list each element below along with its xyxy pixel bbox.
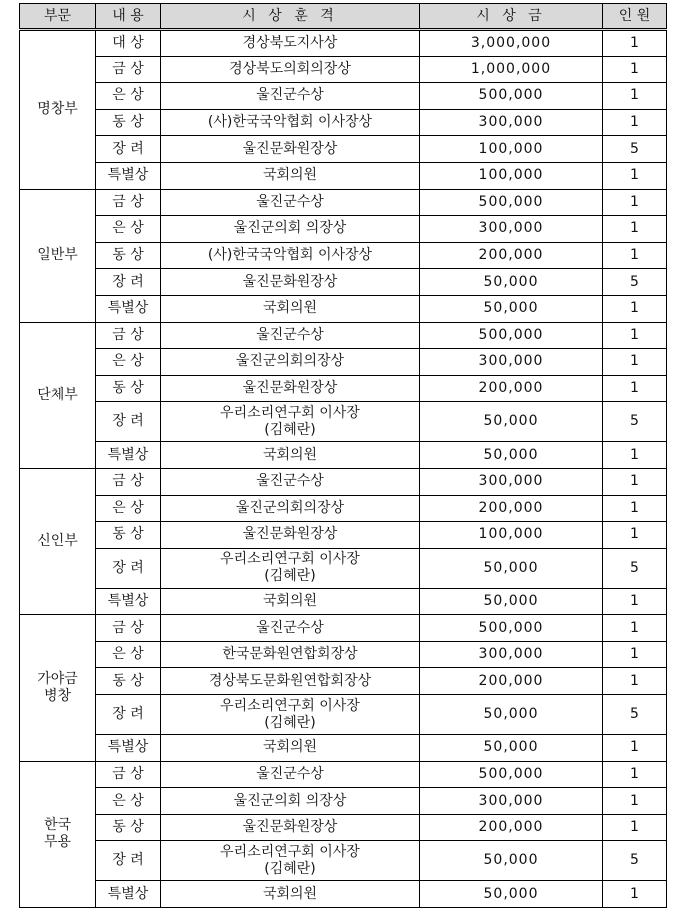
sponsor-text: 우리소리연구회 이사장 <box>220 551 360 568</box>
count-cell: 5 <box>603 695 667 735</box>
prize-cell: 50,000 <box>420 269 603 296</box>
division-name: 명창부 <box>37 101 78 118</box>
sponsor-cell <box>161 109 420 136</box>
sponsor-text: 우리소리연구회 이사장 <box>220 697 360 714</box>
division-name-line2: 병창 <box>43 687 72 704</box>
sponsor-text: 한국문화원연합회장상 <box>222 646 358 663</box>
sponsor-cell <box>161 522 420 549</box>
table-row <box>20 841 667 881</box>
table-row <box>20 269 667 296</box>
count-cell: 1 <box>603 349 667 376</box>
sponsor-cell <box>161 841 420 881</box>
division-cell <box>20 468 96 614</box>
sponsor-cell <box>161 788 420 815</box>
division-cell <box>20 615 96 761</box>
count-cell: 1 <box>603 56 667 83</box>
sponsor-text: 경상북도의회의장상 <box>229 60 351 77</box>
award-cell: 동 상 <box>96 668 161 695</box>
award-cell: 은 상 <box>96 83 161 110</box>
sponsor-text: 울진군수상 <box>256 765 324 782</box>
sponsor-text: 울진군의회의장상 <box>235 499 345 516</box>
count-cell: 1 <box>603 788 667 815</box>
award-table-body <box>20 30 667 908</box>
table-row <box>20 588 667 615</box>
sponsor-text: 울진군수상 <box>256 326 324 343</box>
count-cell: 1 <box>603 242 667 269</box>
division-name-line2: 무용 <box>43 834 72 851</box>
table-row <box>20 216 667 243</box>
sponsor-cell <box>161 615 420 642</box>
sponsor-cell <box>161 881 420 908</box>
sponsor-cell <box>161 162 420 189</box>
award-cell: 장 려 <box>96 402 161 442</box>
count-cell: 1 <box>603 83 667 110</box>
award-cell: 금 상 <box>96 322 161 349</box>
prize-cell: 300,000 <box>420 349 603 376</box>
award-cell: 금 상 <box>96 761 161 788</box>
table-row <box>20 109 667 136</box>
division-cell <box>20 761 96 907</box>
award-cell: 은 상 <box>96 349 161 376</box>
sponsor-cell <box>161 442 420 469</box>
award-cell: 동 상 <box>96 814 161 841</box>
table-row <box>20 83 667 110</box>
sponsor-cell <box>161 216 420 243</box>
award-cell: 대 상 <box>96 30 161 57</box>
sponsor-text-line2: (김혜란) <box>264 568 316 585</box>
division-name: 일반부 <box>37 247 78 264</box>
division-name: 가야금 <box>37 670 78 687</box>
count-cell: 5 <box>603 841 667 881</box>
sponsor-text: 울진문화원장상 <box>242 526 338 543</box>
sponsor-cell <box>161 136 420 163</box>
table-row <box>20 788 667 815</box>
award-table <box>19 3 667 908</box>
award-cell: 장 려 <box>96 269 161 296</box>
count-cell: 1 <box>603 761 667 788</box>
sponsor-text: 국회의원 <box>262 739 318 756</box>
count-cell: 1 <box>603 189 667 216</box>
table-row <box>20 375 667 402</box>
header-count: 인 원 <box>603 4 667 30</box>
sponsor-cell <box>161 641 420 668</box>
prize-cell: 50,000 <box>420 695 603 735</box>
prize-cell: 300,000 <box>420 109 603 136</box>
sponsor-cell <box>161 735 420 762</box>
count-cell: 1 <box>603 668 667 695</box>
header-row <box>20 4 667 30</box>
award-cell: 장 려 <box>96 695 161 735</box>
prize-cell: 200,000 <box>420 814 603 841</box>
count-cell: 1 <box>603 442 667 469</box>
prize-cell: 100,000 <box>420 522 603 549</box>
award-cell: 동 상 <box>96 522 161 549</box>
count-cell: 1 <box>603 295 667 322</box>
division-cell <box>20 30 96 190</box>
table-row <box>20 522 667 549</box>
award-cell: 은 상 <box>96 216 161 243</box>
table-row <box>20 295 667 322</box>
prize-cell: 500,000 <box>420 189 603 216</box>
table-row <box>20 442 667 469</box>
prize-cell: 50,000 <box>420 588 603 615</box>
table-row <box>20 881 667 908</box>
count-cell: 1 <box>603 641 667 668</box>
sponsor-text-line2: (김혜란) <box>264 714 316 731</box>
prize-cell: 300,000 <box>420 216 603 243</box>
sponsor-cell <box>161 695 420 735</box>
sponsor-text: 우리소리연구회 이사장 <box>220 404 360 421</box>
award-cell: 금 상 <box>96 189 161 216</box>
header-sponsor: 시 상 훈 격 <box>161 4 420 30</box>
award-cell: 금 상 <box>96 468 161 495</box>
division-name: 신인부 <box>37 533 78 550</box>
header-division: 부문 <box>20 4 96 30</box>
prize-cell: 50,000 <box>420 295 603 322</box>
sponsor-text: 울진군의회 의장상 <box>233 792 347 809</box>
award-cell: 은 상 <box>96 641 161 668</box>
sponsor-cell <box>161 375 420 402</box>
header-prize: 시 상 금 <box>420 4 603 30</box>
table-row <box>20 695 667 735</box>
prize-cell: 200,000 <box>420 242 603 269</box>
prize-cell: 50,000 <box>420 841 603 881</box>
prize-cell: 100,000 <box>420 162 603 189</box>
sponsor-cell <box>161 468 420 495</box>
count-cell: 1 <box>603 615 667 642</box>
sponsor-text: (사)한국국악협회 이사장상 <box>207 247 373 264</box>
sponsor-text: (사)한국국악협회 이사장상 <box>207 114 373 131</box>
table-row <box>20 668 667 695</box>
sponsor-cell <box>161 495 420 522</box>
count-cell: 1 <box>603 109 667 136</box>
sponsor-cell <box>161 189 420 216</box>
award-cell: 특별상 <box>96 442 161 469</box>
table-row <box>20 242 667 269</box>
sponsor-cell <box>161 814 420 841</box>
sponsor-text: 국회의원 <box>262 300 318 317</box>
award-cell: 금 상 <box>96 615 161 642</box>
count-cell: 1 <box>603 375 667 402</box>
sponsor-text: 울진군의회의장상 <box>235 353 345 370</box>
count-cell: 1 <box>603 162 667 189</box>
prize-cell: 3,000,000 <box>420 30 603 57</box>
header-content: 내 용 <box>96 4 161 30</box>
prize-cell: 500,000 <box>420 615 603 642</box>
prize-cell: 500,000 <box>420 322 603 349</box>
prize-cell: 1,000,000 <box>420 56 603 83</box>
sponsor-text: 울진문화원장상 <box>242 140 338 157</box>
count-cell: 1 <box>603 216 667 243</box>
count-cell: 1 <box>603 735 667 762</box>
table-row <box>20 548 667 588</box>
prize-cell: 50,000 <box>420 548 603 588</box>
table-row <box>20 641 667 668</box>
award-cell: 특별상 <box>96 881 161 908</box>
prize-cell: 100,000 <box>420 136 603 163</box>
sponsor-text: 경상북도지사상 <box>242 34 338 51</box>
prize-cell: 300,000 <box>420 468 603 495</box>
award-cell: 동 상 <box>96 109 161 136</box>
table-row <box>20 56 667 83</box>
table-row <box>20 322 667 349</box>
prize-cell: 300,000 <box>420 788 603 815</box>
sponsor-text-line2: (김혜란) <box>264 421 316 438</box>
award-cell: 장 려 <box>96 841 161 881</box>
table-row <box>20 814 667 841</box>
award-cell: 장 려 <box>96 548 161 588</box>
sponsor-cell <box>161 242 420 269</box>
count-cell: 5 <box>603 136 667 163</box>
division-cell <box>20 189 96 322</box>
sponsor-text: 울진문화원장상 <box>242 273 338 290</box>
prize-cell: 50,000 <box>420 442 603 469</box>
award-cell: 은 상 <box>96 788 161 815</box>
division-name: 한국 <box>43 817 72 834</box>
sponsor-cell <box>161 668 420 695</box>
table-row <box>20 761 667 788</box>
prize-cell: 200,000 <box>420 375 603 402</box>
count-cell: 1 <box>603 468 667 495</box>
sponsor-text: 국회의원 <box>262 446 318 463</box>
count-cell: 1 <box>603 522 667 549</box>
table-row <box>20 349 667 376</box>
sponsor-cell <box>161 402 420 442</box>
division-cell <box>20 322 96 468</box>
prize-cell: 50,000 <box>420 402 603 442</box>
table-row <box>20 402 667 442</box>
count-cell: 1 <box>603 588 667 615</box>
table-row <box>20 615 667 642</box>
award-cell: 장 려 <box>96 136 161 163</box>
prize-cell: 300,000 <box>420 641 603 668</box>
sponsor-cell <box>161 83 420 110</box>
table-row <box>20 735 667 762</box>
count-cell: 5 <box>603 269 667 296</box>
count-cell: 1 <box>603 30 667 57</box>
sponsor-cell <box>161 588 420 615</box>
sponsor-cell <box>161 56 420 83</box>
sponsor-text: 울진군수상 <box>256 87 324 104</box>
table-row <box>20 189 667 216</box>
award-cell: 은 상 <box>96 495 161 522</box>
sponsor-cell <box>161 295 420 322</box>
count-cell: 5 <box>603 402 667 442</box>
award-cell: 특별상 <box>96 295 161 322</box>
sponsor-text: 경상북도문화원연합회장상 <box>208 672 372 689</box>
table-row <box>20 495 667 522</box>
sponsor-text: 울진군수상 <box>256 193 324 210</box>
sponsor-text: 울진문화원장상 <box>242 819 338 836</box>
sponsor-text: 국회의원 <box>262 592 318 609</box>
sponsor-text: 국회의원 <box>262 167 318 184</box>
table-row <box>20 30 667 57</box>
sponsor-cell <box>161 349 420 376</box>
sponsor-text: 울진문화원장상 <box>242 380 338 397</box>
prize-cell: 50,000 <box>420 735 603 762</box>
sponsor-text: 울진군수상 <box>256 473 324 490</box>
count-cell: 1 <box>603 322 667 349</box>
count-cell: 1 <box>603 495 667 522</box>
table-row <box>20 162 667 189</box>
prize-cell: 200,000 <box>420 495 603 522</box>
sponsor-cell <box>161 761 420 788</box>
sponsor-cell <box>161 269 420 296</box>
sponsor-cell <box>161 548 420 588</box>
count-cell: 1 <box>603 881 667 908</box>
sponsor-cell <box>161 322 420 349</box>
prize-cell: 500,000 <box>420 761 603 788</box>
sponsor-cell <box>161 30 420 57</box>
award-cell: 동 상 <box>96 375 161 402</box>
table-row <box>20 136 667 163</box>
prize-cell: 200,000 <box>420 668 603 695</box>
count-cell: 1 <box>603 814 667 841</box>
award-cell: 특별상 <box>96 735 161 762</box>
prize-cell: 50,000 <box>420 881 603 908</box>
table-row <box>20 468 667 495</box>
sponsor-text: 울진군수상 <box>256 619 324 636</box>
sponsor-text-line2: (김혜란) <box>264 860 316 877</box>
prize-cell: 500,000 <box>420 83 603 110</box>
count-cell: 5 <box>603 548 667 588</box>
division-name: 단체부 <box>37 386 78 403</box>
award-cell: 특별상 <box>96 162 161 189</box>
sponsor-text: 국회의원 <box>262 885 318 902</box>
award-cell: 특별상 <box>96 588 161 615</box>
award-cell: 금 상 <box>96 56 161 83</box>
award-cell: 동 상 <box>96 242 161 269</box>
sponsor-text: 울진군의회 의장상 <box>233 220 347 237</box>
sponsor-text: 우리소리연구회 이사장 <box>220 843 360 860</box>
